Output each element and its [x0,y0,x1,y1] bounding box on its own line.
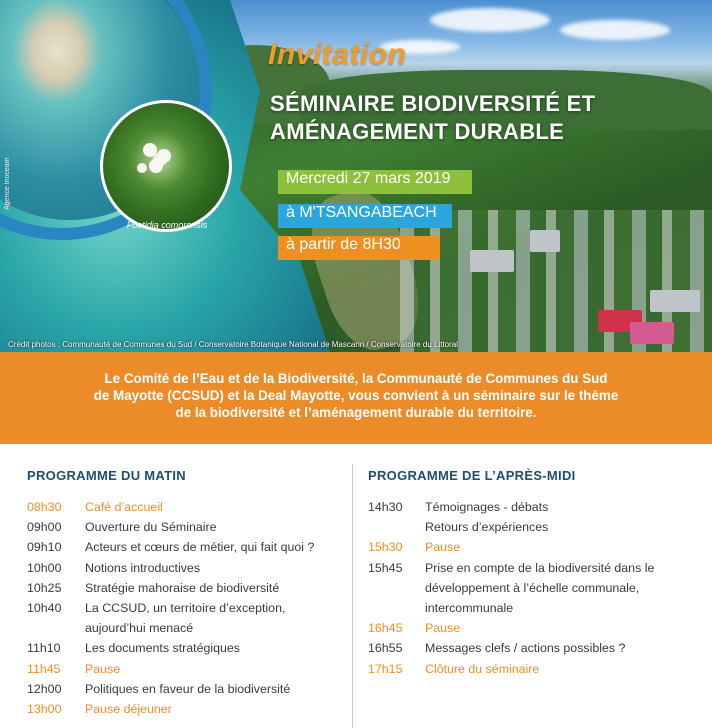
programme-row: développement à l’échelle communale, [425,580,640,595]
programme-row: 13h00 Pause déjeuner [27,702,172,717]
place-tag: à M'TSANGABEACH [278,204,452,228]
flower-caption: Foetidia comorensis [126,220,208,230]
programme-row: 16h55 Messages clefs / actions possibles ? [368,641,626,656]
programme-row: aujourd’hui menacé [85,621,194,636]
flower-photo [100,100,232,232]
programme-row: 14h30 Témoignages - débats [368,500,549,514]
afternoon-programme [368,468,708,679]
programme-row: 09h00 Ouverture du Séminaire [27,520,217,535]
morning-programme [27,468,347,719]
programme-row: 16h45 Pause [368,621,461,636]
invitation-heading: Invitation [268,38,407,71]
band-line: Le Comité de l’Eau et de la Biodiversité, la Communauté de Communes du Sud [104,371,608,386]
programme-row: 10h25 Stratégie mahoraise de biodiversité [27,580,280,595]
agency-credit: Agence Inoceam [4,157,11,210]
programme-row: 15h45 Prise en compte de la biodiversité dans le [368,560,655,575]
date-tag: Mercredi 27 mars 2019 [278,170,472,194]
programme-row: 09h10 Acteurs et cœurs de métier, qui fait quoi ? [27,540,315,555]
programme-row: 08h30 Café d’accueil [27,500,163,514]
programme-row: 11h45 Pause [27,661,121,676]
hero-photo [0,0,712,352]
band-line: de la biodiversité et l’aménagement durable du territoire. [175,405,537,420]
photo-credits: Crédit photos : Communauté de Communes du Sud / Conservatoire Botanique National de Mascarin / Conservatoire du Littoral [8,340,459,349]
programme-row: 17h15 Clôture du séminaire [368,661,540,676]
event-title [270,90,595,146]
programme-row: 10h40 La CCSUD, un territoire d’exception, [27,601,286,616]
programme-row: Retours d’expériences [425,520,549,535]
programme-row: 10h00 Notions introductives [27,560,201,575]
invitation-text-band [0,352,712,444]
time-tag: à partir de 8H30 [278,236,440,260]
programme-row: 12h00 Politiques en faveur de la biodiversité [27,681,291,696]
column-divider [352,464,353,728]
morning-heading: PROGRAMME DU MATIN [27,468,186,483]
programme-row: 15h30 Pause [368,540,461,555]
programme-row: intercommunale [425,601,514,616]
event-title-line1: SÉMINAIRE BIODIVERSITÉ ET [270,91,596,116]
band-line: de Mayotte (CCSUD) et la Deal Mayotte, vous convient à un séminaire sur le thème [93,388,619,403]
afternoon-heading: PROGRAMME DE L’APRÈS-MIDI [368,468,576,483]
programme-row: 11h10 Les documents stratégiques [27,641,240,656]
event-title-line2: AMÉNAGEMENT DURABLE [270,119,565,144]
